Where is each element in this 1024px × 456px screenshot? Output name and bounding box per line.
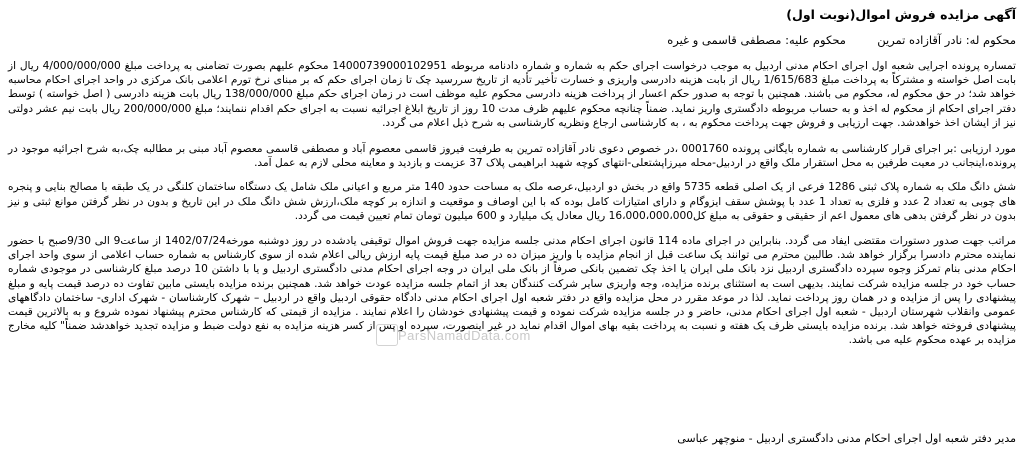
plaintiff-label: محکوم له: نادر آقازاده تمرین	[877, 33, 1016, 47]
paragraph-execution-details: تمساره پرونده اجرایی شعبه اول اجرای احکام مدنی اردبیل به موجب درخواست اجرای حکم به شماره و شماره دادنامه مربوطه 14000739000102951 محکوم علیهم بصورت تضامنی به پرداخت مبلغ 4/000/000/000 ریال از بابت اصل خواسته و مشترکاً به پرداخت مبلغ 1/615/683 ریال از بابت هزینه دادرسی واریزی و خسارت تأخیر تأدیه از تاریخ سررسید چک تا زمان اجرای حکم که بر مبنای نرخ تورم اعلامی بانک مرکزی در واحد اجرای احکام محاسبه خواهد شد؛ در حق محکوم له، محکوم می باشند. همچنین با توجه به صدور حکم اعسار از پرداخت هزینه دادرسی محکوم علیه موظف است در زمان اجرای حکم مبلغ 138/000/000 ریال بابت هزینه دادرسی ( اصل خواسته ) توسط دفتر اجرای احکام از محکوم له اخذ و به حساب مربوطه دادگستری واریز نماید. ضمناً چنانچه محکوم علیهم ظرف مدت 10 روز از تاریخ ابلاغ اجرائیه نسبت به اجرای حکم اقدام ننمایند؛ مبلغ 200/000/000 ریال بابت نیم عشر دولتی نیز از ایشان اخذ خواهدشد. جهت ارزیابی و فروش جهت پرداخت محکوم به ، به کارشناسی ارجاع ونظریه کارشناسی به شرح ذیل اعلام می گردد.	[8, 60, 1017, 129]
notice-title: آگهی مزایده فروش اموال(نوبت اول)	[786, 7, 1016, 22]
paragraph-auction-terms: مراتب جهت صدور دستورات مقتضی ایفاد می گردد. بنابراین در اجرای ماده 114 قانون اجرای احکام مدنی جلسه مزایده جهت فروش اموال توقیفی یادشده در روز دوشنبه مورخه1402/07/24 از ساعت9 الی 9/30صبح با حضور نماینده محترم دادسرا برگزار خواهد شد. طالبین محترم می توانند یک ساعت قبل از انجام مزایده با واریز میزان ده در صد مبلغ قیمت پایه ارزش ریالی اعلام شده از سوی کارشناس به شماره حساب اعلامی از سوی واحد اجرای احکام مدنی بنام تمرکز وجوه سپرده دادگستری اردبیل نزد بانک ملی ایران یا اخذ چک تضمین بانکی صرفاً از بانک ملی ایران در وجه اجرای احکام مدنی دادگستری اردبیل و یا با داشتن 10 درصد مبلغ کارشناسی در موجودی شماره حساب خود در جلسه مزایده شرکت نمایند. بدیهی است به استثنای برنده مزایده، وجه واریزی سایر شرکت کنندگان بعد از اتمام جلسه مزایده عودت خواهد شد. همچنین برنده مزایده بایستی مابین تفاوت ده درصد قیمت پایه و مبلغ پیشنهادی را پس از مزایده و در همان روز پرداخت نماید. لذا در موعد مقرر در محل مزایده واقع در دفتر شعبه اول اجرای احکام مدنی دادگاه حقوقی اردبیل واقع در اردبیل – شهرک کارشناسان - شهرک اداری- ساختمان دادگاههای عمومی وانقلاب شهرستان اردبیل - شعبه اول اجرای احکام مدنی، حاضر و در جلسه مزایده شرکت نموده و قیمت پیشنهادی خودشان را اعلام نمایند . مزایده از قیمتی که کارشناس محترم پیشنهاد نموده شروع و به بالاترین قیمت پیشنهادی فروخته خواهد شد. برنده مزایده بایستی ظرف یک هفته و نسبت به پرداخت بقیه بهای اموال اقدام نماید در غیر اینصورت، سپرده او پس از کسر هزینه مزایده به نفع دولت ضبط و مزایده تجدید خواهدشد ضمناً" کلیه مخارج مزایده بر عهده محکوم علیه می باشد.	[8, 235, 1016, 347]
signature-line: مدیر دفتر شعبه اول اجرای احکام مدنی دادگستری اردبیل - منوچهر عباسی	[677, 432, 1016, 445]
paragraph-appraisal-subject: مورد ارزیابی :بر اجرای قرار کارشناسی به شماره بایگانی پرونده 0001760 ،در خصوص دعوی نادر آقازاده تمرین به طرفیت فیروز قاسمی معصوم آباد و مصطفی قاسمی معصوم آباد مبنی بر مطالبه چک،به شرح اجرائیه موجود در پرونده،اینجانب در معیت طرفین به محل استقرار ملک واقع در اردبیل-محله میرزاپشتعلی-انتهای کوچه شهید ابراهیمی پلاک 37 عزیمت و بازدید و معاینه محلی لازم به عمل آمد.	[8, 143, 1016, 170]
defendant-label: محکوم علیه: مصطفی قاسمی و غیره	[667, 33, 846, 47]
paragraph-property-description: شش دانگ ملک به شماره پلاک ثبتی 1286 فرعی از یک اصلی قطعه 5735 واقع در بخش دو اردبیل،عرصه ملک به مساحت حدود 140 متر مربع و اعیانی ملک شامل یک دستگاه ساختمان کلنگی در یک طبقه با مصالح بنایی و پنجره های چوبی به تعداد 2 عدد و فلزی به تعداد 1 عدد با پوشش سقف ایزوگام و دارای امتیازات کامل بوده که با این اوصاف و موقعیت و اندازه بر کوچه ملک،ارزش شش دانگ ملک در این تاریخ و بدون در نظر گرفتن موانع ثبتی و نیز بدون در نظر گرفتن بدهی های معمول اعم از حقیقی و حقوقی به مبلغ کل16،000،000،000 ریال معادل یک میلیارد و 600 میلیون تومان تمام تعیین قیمت می گردد.	[8, 181, 1017, 222]
parties-line	[8, 32, 1016, 48]
watermark-logo-icon	[376, 324, 398, 346]
watermark-text: ParsNamadData.com	[398, 328, 531, 343]
